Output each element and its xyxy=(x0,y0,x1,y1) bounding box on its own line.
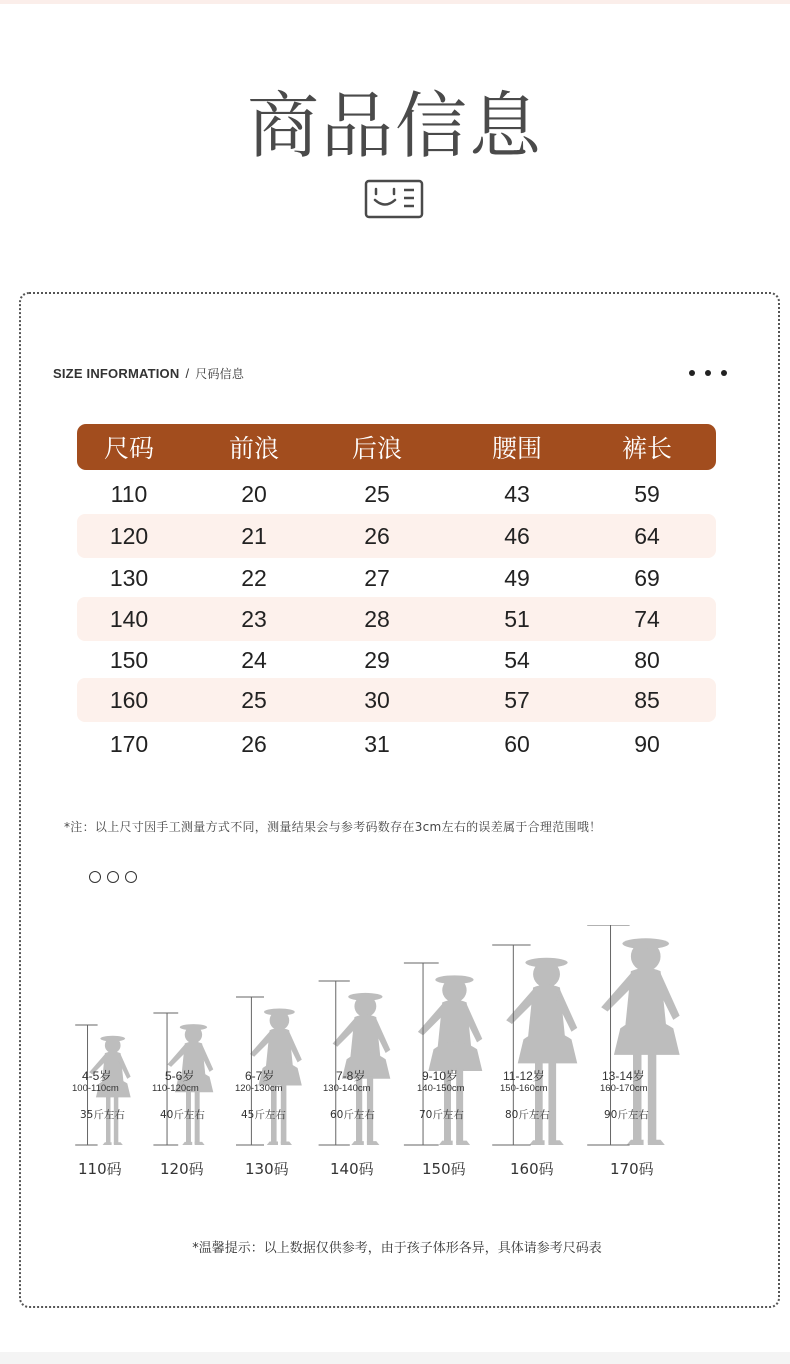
table-cell: 25 xyxy=(241,686,267,713)
table-cell: 170 xyxy=(109,730,149,757)
table-cell: 150 xyxy=(109,646,149,673)
size-code-label: 130码 xyxy=(245,1160,289,1178)
three-circles-icon xyxy=(89,871,139,885)
size-code-label: 140码 xyxy=(330,1160,374,1178)
section-heading-sep: / xyxy=(185,366,190,381)
table-row xyxy=(77,597,716,641)
size-height-range: 130-140cm xyxy=(323,1083,371,1094)
size-weight: 80斤左右 xyxy=(505,1109,550,1121)
table-cell: 27 xyxy=(364,564,390,591)
table-cell: 90 xyxy=(634,730,660,757)
table-row xyxy=(77,556,716,600)
section-heading xyxy=(53,365,244,382)
table-cell: 110 xyxy=(110,480,148,507)
table-cell: 51 xyxy=(504,605,530,632)
smile-face-icon xyxy=(364,179,424,219)
table-row xyxy=(77,678,716,722)
table-cell: 120 xyxy=(109,522,149,549)
table-cell: 64 xyxy=(634,522,660,549)
table-cell: 20 xyxy=(241,480,267,507)
size-weight: 45斤左右 xyxy=(241,1109,286,1121)
header-cell: 后浪 xyxy=(351,434,402,463)
table-cell: 59 xyxy=(634,480,660,507)
table-cell: 49 xyxy=(504,564,530,591)
table-row xyxy=(77,638,716,682)
size-code-label: 110码 xyxy=(78,1160,122,1178)
table-cell: 140 xyxy=(109,605,149,632)
table-cell: 57 xyxy=(504,686,530,713)
table-cell: 31 xyxy=(364,730,390,757)
size-weight: 60斤左右 xyxy=(330,1109,375,1121)
table-cell: 80 xyxy=(634,646,660,673)
size-age: 7-8岁 xyxy=(336,1069,366,1083)
table-cell: 26 xyxy=(364,522,390,549)
table-row xyxy=(77,472,716,516)
header-cell: 前浪 xyxy=(228,434,279,463)
table-cell: 24 xyxy=(241,646,267,673)
size-age: 6-7岁 xyxy=(245,1069,275,1083)
table-row xyxy=(77,514,716,558)
header-cell: 尺码 xyxy=(103,434,154,463)
table-cell: 69 xyxy=(634,564,660,591)
size-table-header xyxy=(77,424,716,470)
section-heading-cn: 尺码信息 xyxy=(195,367,245,381)
table-cell: 28 xyxy=(364,605,390,632)
header-cell: 腰围 xyxy=(491,434,542,463)
table-cell: 60 xyxy=(504,730,530,757)
table-cell: 130 xyxy=(109,564,149,591)
table-cell: 25 xyxy=(364,480,390,507)
more-dots-icon xyxy=(687,370,731,380)
size-height-range: 120-130cm xyxy=(235,1083,283,1094)
size-age: 9-10岁 xyxy=(422,1069,459,1083)
table-cell: 54 xyxy=(504,646,530,673)
table-cell: 26 xyxy=(241,730,267,757)
size-age: 5-6岁 xyxy=(165,1069,195,1083)
size-code-label: 150码 xyxy=(422,1160,466,1178)
table-cell: 74 xyxy=(634,605,660,632)
table-cell: 23 xyxy=(241,605,267,632)
warm-tip: *温馨提示：以上数据仅供参考，由于孩子体形各异，具体请参考尺码表 xyxy=(192,1241,602,1256)
header-cell: 裤长 xyxy=(621,434,672,463)
size-code-label: 160码 xyxy=(510,1160,554,1178)
size-height-range: 100-110cm xyxy=(72,1083,119,1094)
size-age: 11-12岁 xyxy=(503,1069,545,1083)
table-cell: 22 xyxy=(241,564,267,591)
size-height-range: 160-170cm xyxy=(600,1083,648,1094)
table-row xyxy=(77,722,716,766)
table-cell: 43 xyxy=(504,480,530,507)
page-title: 商品信息 xyxy=(246,84,543,168)
size-age: 13-14岁 xyxy=(602,1069,645,1083)
size-weight: 90斤左右 xyxy=(604,1109,649,1121)
size-height-range: 150-160cm xyxy=(500,1083,548,1094)
measurement-note: *注：以上尺寸因手工测量方式不同，测量结果会与参考码数存在3cm左右的误差属于合理范围哦！ xyxy=(64,820,602,834)
table-cell: 21 xyxy=(241,522,267,549)
table-cell: 46 xyxy=(504,522,530,549)
size-weight: 35斤左右 xyxy=(80,1109,125,1121)
size-height-range: 110-120cm xyxy=(152,1083,199,1094)
section-heading-en: SIZE INFORMATION xyxy=(53,366,180,381)
size-weight: 40斤左右 xyxy=(160,1109,205,1121)
table-cell: 160 xyxy=(109,686,149,713)
table-cell: 29 xyxy=(364,646,390,673)
size-height-range: 140-150cm xyxy=(417,1083,465,1094)
bottom-decor-strip xyxy=(0,1352,790,1364)
size-code-label: 170码 xyxy=(610,1160,654,1178)
size-weight: 70斤左右 xyxy=(419,1109,464,1121)
table-cell: 85 xyxy=(634,686,660,713)
table-cell: 30 xyxy=(364,686,390,713)
size-code-label: 120码 xyxy=(160,1160,204,1178)
size-age: 4-5岁 xyxy=(82,1069,112,1083)
top-decor-strip xyxy=(0,0,790,4)
